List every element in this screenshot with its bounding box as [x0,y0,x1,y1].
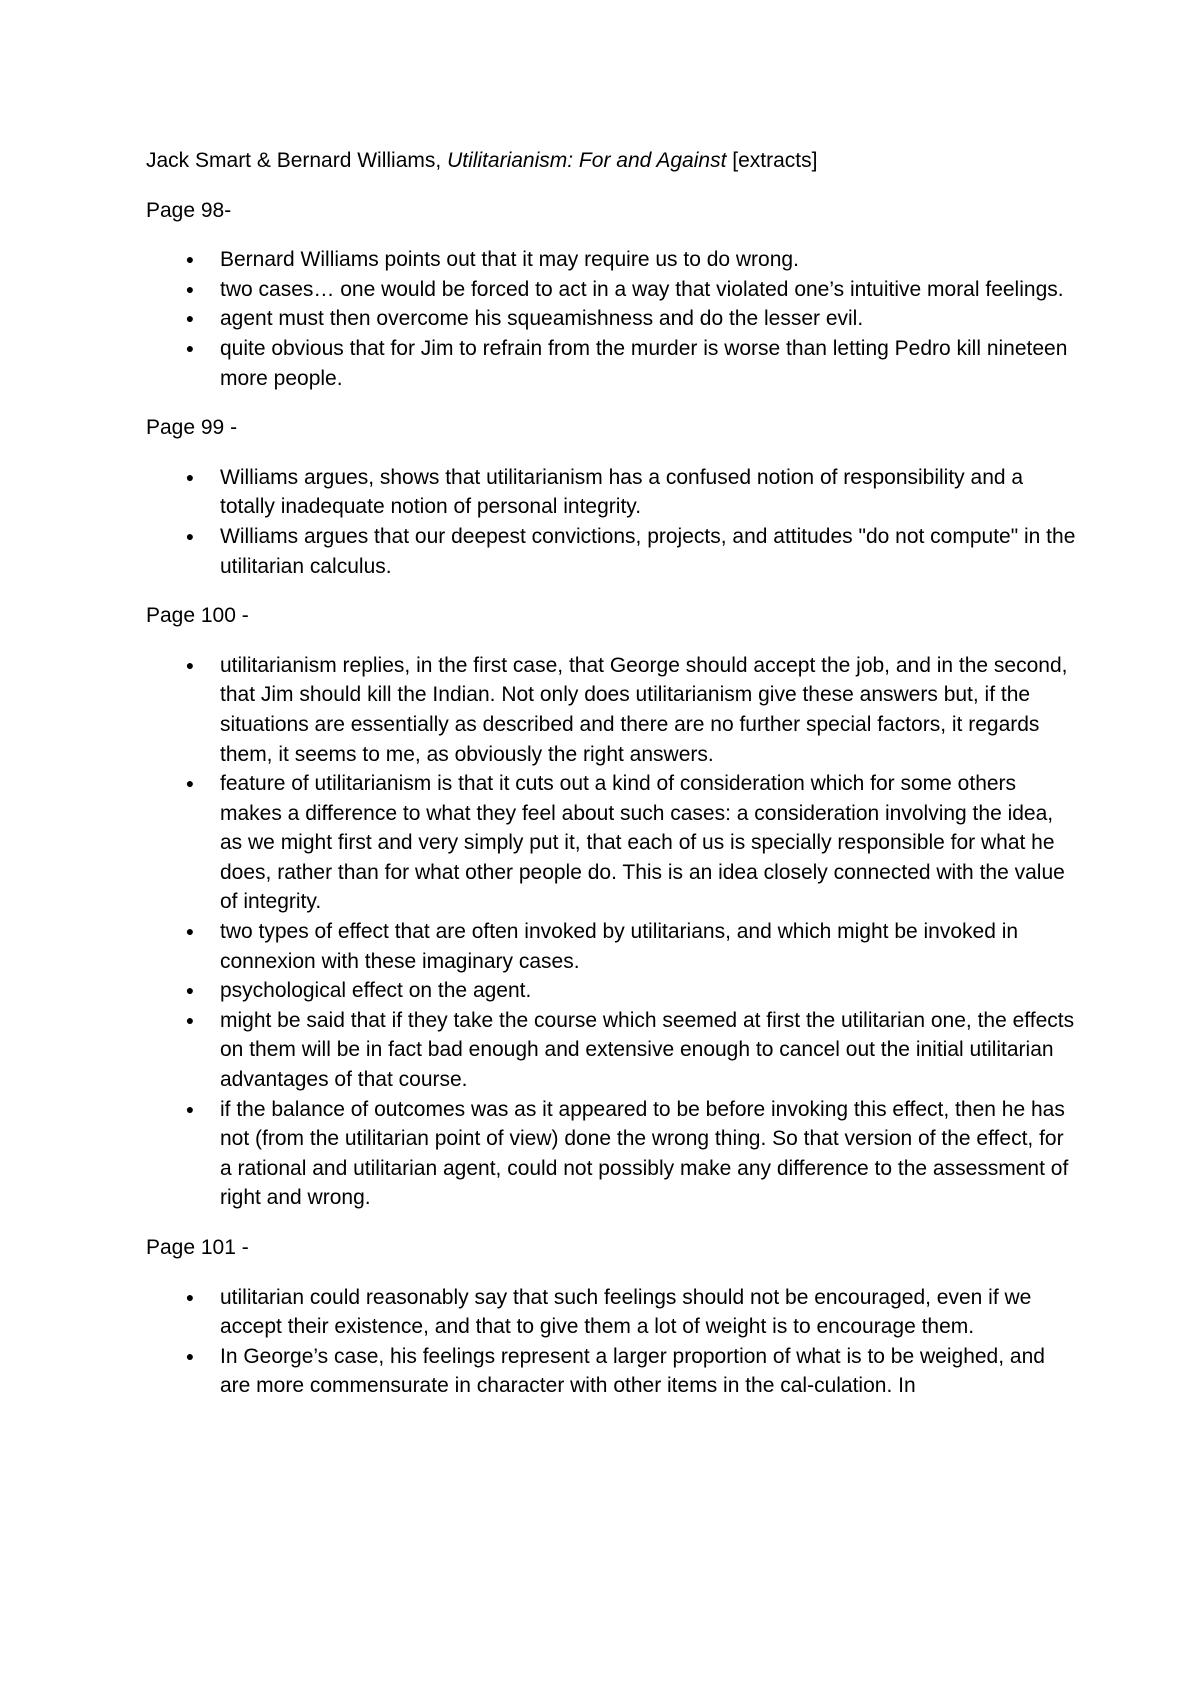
document-title [146,146,1076,176]
list-item-text: feature of utilitarianism is that it cuts out a kind of consideration which for some others makes a difference to what they feel about such cases: a consideration involving the idea, as we might first and very simply put it, that each of us is specially responsible for what he does, rather than for what other people do. This is an idea closely connected with the value of integrity. [220,772,1065,914]
bullet-icon [185,651,195,681]
bullet-icon [185,1283,195,1313]
bullet-icon [185,463,195,493]
list-item-text: agent must then overcome his squeamishness and do the lesser evil. [220,307,864,331]
list-item [146,917,1076,976]
bullet-icon [185,917,195,947]
list-item [146,463,1076,522]
section-list-page-98 [146,245,1076,393]
section-label-page-100: Page 100 - [146,604,249,628]
list-item [146,1342,1076,1401]
bullet-icon [185,275,195,305]
list-item-text: psychological effect on the agent. [220,979,532,1003]
list-item [146,651,1076,769]
section-list-page-101 [146,1283,1076,1401]
list-item [146,769,1076,917]
list-item-text: In George’s case, his feelings represent a larger proportion of what is to be weighed, and are more commensurate in character with other items in the cal-culation. In [220,1344,1045,1398]
section-list-page-100 [146,651,1076,1213]
list-item-text: utilitarianism replies, in the first case, that George should accept the job, and in the second, that Jim should kill the Indian. Not only does utilitarianism give these answers but, if the situations are essentially as described and there are no further special factors, it regards them, it seems to me, as obviously the right answers. [220,653,1068,766]
list-item-text: Williams argues that our deepest convictions, projects, and attitudes "do not compute" in the utilitarian calculus. [220,524,1076,578]
list-item-text: Williams argues, shows that utilitarianism has a confused notion of responsibility and a totally inadequate notion of personal integrity. [220,465,1024,519]
bullet-icon [185,769,195,799]
list-item [146,1095,1076,1213]
bullet-icon [185,1006,195,1036]
list-item-text: if the balance of outcomes was as it appeared to be before invoking this effect, then he has not (from the utilitarian point of view) done the wrong thing. So that version of the effect, for a rational and utilitarian agent, could not possibly make any difference to the assessment of right and wrong. [220,1097,1069,1210]
bullet-icon [185,1342,195,1372]
list-item [146,245,1076,275]
list-item [146,334,1076,393]
bullet-icon [185,522,195,552]
bullet-icon [185,976,195,1006]
list-item [146,976,1076,1006]
title-authors: Jack Smart & Bernard Williams, [146,149,448,172]
list-item [146,1006,1076,1095]
list-item-text: two types of effect that are often invoked by utilitarians, and which might be invoked in connexion with these imaginary cases. [220,920,1019,973]
list-item [146,304,1076,334]
list-item [146,1283,1076,1342]
title-suffix: [extracts] [726,149,818,172]
list-item [146,522,1076,581]
list-item [146,275,1076,305]
list-item-text: quite obvious that for Jim to refrain from the murder is worse than letting Pedro kill nineteen more people. [220,336,1068,390]
section-label-page-98: Page 98- [146,198,232,222]
list-item-text: Bernard Williams points out that it may require us to do wrong. [220,248,799,272]
document-body [146,146,1076,1421]
list-item-text: utilitarian could reasonably say that such feelings should not be encouraged, even if we accept their existence, and that to give them a lot of weight is to encourage them. [220,1285,1032,1339]
title-book: Utilitarianism: For and Against [447,149,727,172]
section-label-page-99: Page 99 - [146,416,238,440]
bullet-icon [185,1095,195,1125]
bullet-icon [185,334,195,364]
list-item-text: might be said that if they take the course which seemed at first the utilitarian one, the effects on them will be in fact bad enough and extensive enough to cancel out the initial utilitarian advantages of that course. [220,1008,1075,1092]
section-label-page-101: Page 101 - [146,1236,249,1259]
list-item-text: two cases… one would be forced to act in a way that violated one’s intuitive moral feelings. [220,277,1064,301]
section-list-page-99 [146,463,1076,581]
bullet-icon [185,245,195,275]
bullet-icon [185,304,195,334]
